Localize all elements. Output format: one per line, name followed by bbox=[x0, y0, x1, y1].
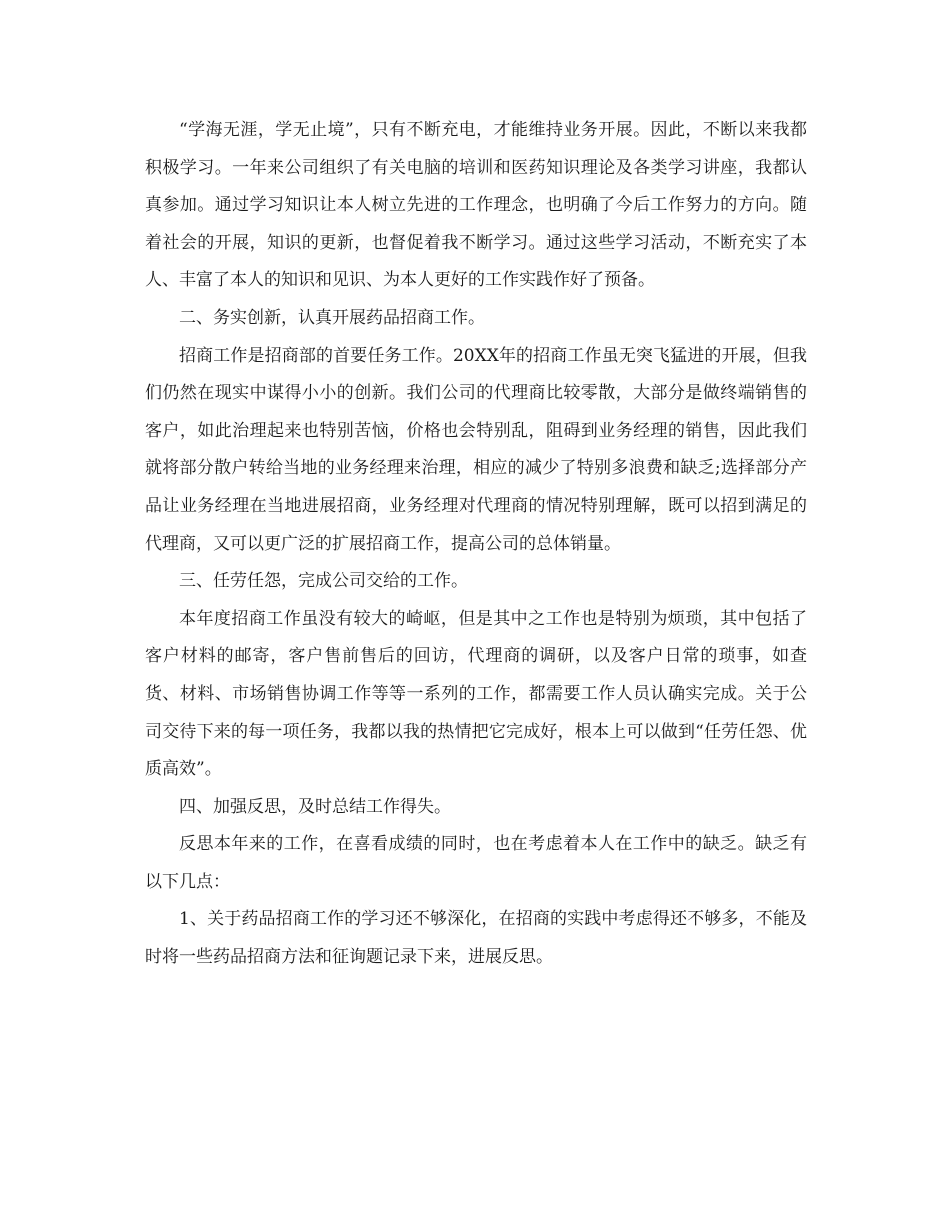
heading-section-4: 四、加强反思，及时总结工作得失。 bbox=[179, 796, 451, 817]
heading-section-2: 二、务实创新，认真开展药品招商工作。 bbox=[179, 307, 485, 328]
paragraph-recruitment: 招商工作是招商部的首要任务工作。20XX年的招商工作虽无突飞猛进的开展，但我们仍然在现实中谋得小小的创新。我们公司的代理商比较零散，大部分是做终端销售的客户，如此治理起来也特别苦恼，价格也会特别乱，阻碍到业务经理的销售，因此我们就将部分散户转给当地的业务经理来治理，相应的减少了特别多浪费和缺乏;选择部分产品让业务经理在当地进展招商，业务经理对代理商的情况特别理解，既可以招到满足的代理商，又可以更广泛的扩展招商工作，提高公司的总体销量。 bbox=[145, 345, 807, 554]
paragraph-reflection: 反思本年来的工作，在喜看成绩的同时，也在考虑着本人在工作中的缺乏。缺乏有以下几点： bbox=[145, 834, 807, 892]
list-item-1: 1、关于药品招商工作的学习还不够深化，在招商的实践中考虑得还不够多，不能及时将一些药品招商方法和征询题记录下来，进展反思。 bbox=[145, 909, 807, 968]
heading-section-3: 三、任劳任怨，完成公司交给的工作。 bbox=[179, 571, 468, 592]
paragraph-study: “学海无涯，学无止境”，只有不断充电，才能维持业务开展。因此，不断以来我都积极学习。一年来公司组织了有关电脑的培训和医药知识理论及各类学习讲座，我都认真参加。通过学习知识让本人树立先进的工作理念，也明确了今后工作努力的方向。随着社会的开展，知识的更新，也督促着我不断学习。通过这些学习活动，不断充实了本人、丰富了本人的知识和见识、为本人更好的工作实践作好了预备。 bbox=[145, 120, 807, 291]
paragraph-tasks: 本年度招商工作虽没有较大的崎岖，但是其中之工作也是特别为烦琐，其中包括了客户材料的邮寄，客户售前售后的回访，代理商的调研，以及客户日常的琐事，如查货、材料、市场销售协调工作等等一系列的工作，都需要工作人员认确实完成。关于公司交待下来的每一项任务，我都以我的热情把它完成好，根本上可以做到“任劳任怨、优质高效”。 bbox=[145, 608, 807, 780]
document-body bbox=[145, 112, 807, 977]
